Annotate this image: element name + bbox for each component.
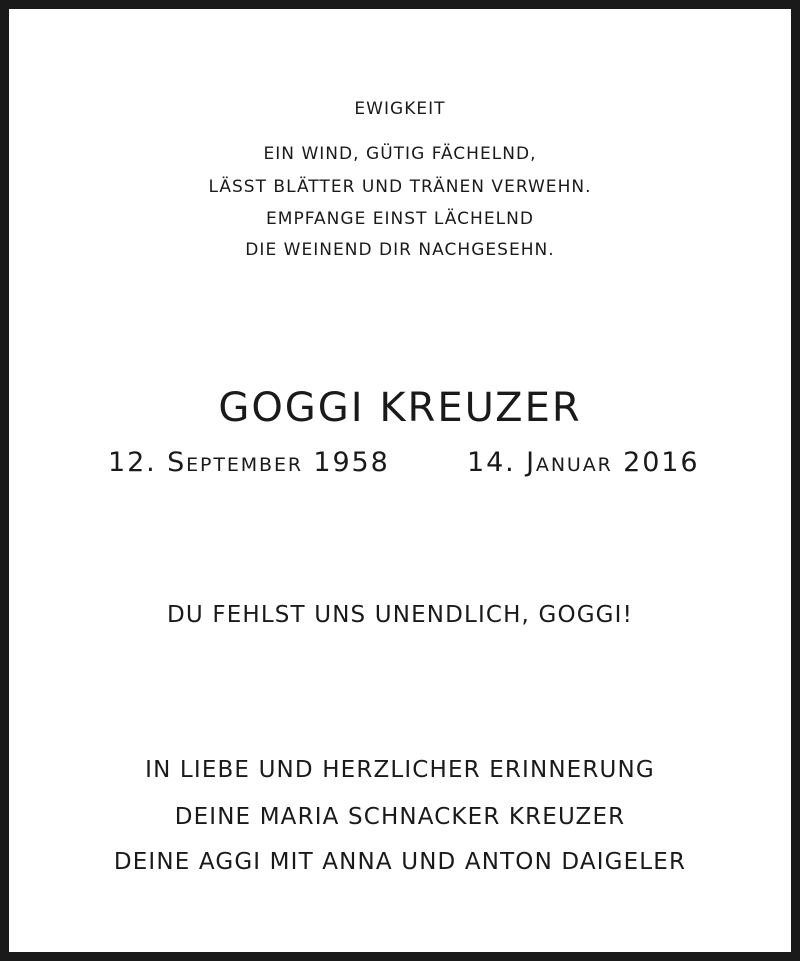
death-date: 14. Januar 2016	[467, 447, 700, 478]
poem-line: EMPFANGE EINST LÄCHELND	[266, 209, 534, 229]
poem-line: DIE WEINEND DIR NACHGESEHN.	[245, 240, 555, 260]
poem-title: EWIGKEIT	[354, 99, 446, 119]
life-dates	[9, 447, 791, 487]
poem-line: LÄSST BLÄTTER UND TRÄNEN VERWEHN.	[208, 177, 592, 197]
signature-line: DEINE AGGI MIT ANNA UND ANTON DAIGELER	[113, 849, 687, 875]
signature-line: DEINE MARIA SCHNACKER KREUZER	[174, 804, 626, 830]
deceased-name: GOGGI KREUZER	[218, 385, 582, 431]
signature-line: IN LIEBE UND HERZLICHER ERINNERUNG	[145, 757, 655, 783]
birth-date: 12. September 1958	[108, 447, 390, 478]
memorial-message: DU FEHLST UNS UNENDLICH, GOGGI!	[167, 602, 633, 628]
poem-line: EIN WIND, GÜTIG FÄCHELND,	[263, 144, 537, 164]
